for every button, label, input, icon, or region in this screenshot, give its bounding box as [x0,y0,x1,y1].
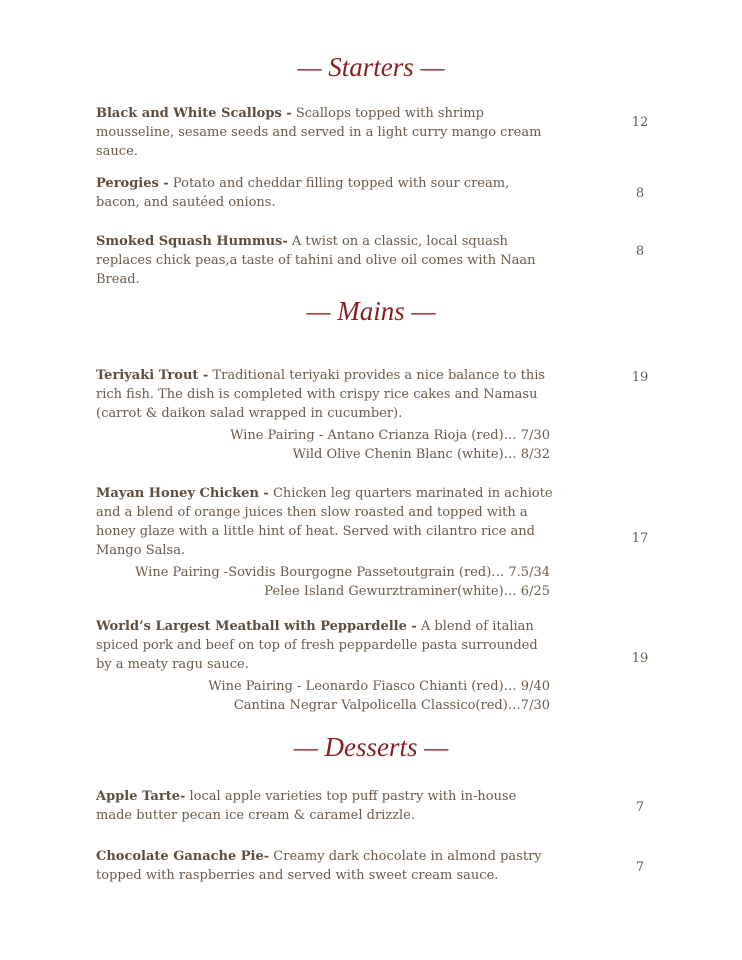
wine-pairing-1: Wine Pairing - Leonardo Fiasco Chianti (red)… 9/40 [208,679,550,694]
item-price: 8 [635,244,645,259]
menu-item-mayan-honey-chicken [96,484,556,601]
item-price: 19 [631,651,649,666]
item-description: Black and White Scallops - Scallops topped with shrimp mousseline, sesame seeds and served in a light curry mango cream sauce. [96,106,542,159]
item-name: Smoked Squash Hummus- [96,234,288,249]
menu-item-black-white-scallops [96,104,556,161]
item-name: Black and White Scallops - [96,106,292,121]
item-price: 7 [635,800,645,815]
item-description: Perogies - Potato and cheddar filling topped with sour cream, bacon, and sautéed onions. [96,176,510,210]
item-description: World’s Largest Meatball with Peppardelle - A blend of italian spiced pork and beef on top of fresh peppardelle pasta surrounded by a meaty ragu sauce. [96,619,538,672]
item-name: Mayan Honey Chicken - [96,486,269,501]
item-name: World’s Largest Meatball with Peppardelle - [96,619,417,634]
item-description: Teriyaki Trout - Traditional teriyaki provides a nice balance to this rich fish. The dish is completed with crispy rice cakes and Namasu (carrot & daikon salad wrapped in cucumber). [96,368,546,421]
item-price: 19 [631,370,649,385]
item-name: Teriyaki Trout - [96,368,209,383]
item-description: Chocolate Ganache Pie- Creamy dark chocolate in almond pastry topped with raspberries and served with sweet cream sauce. [96,849,542,883]
item-price: 7 [635,860,645,875]
section-title-starters: — Starters — [297,52,445,82]
item-price: 8 [635,186,645,201]
item-name: Perogies - [96,176,169,191]
menu-item-worlds-largest-meatball [96,617,556,715]
item-description: Smoked Squash Hummus- A twist on a classic, local squash replaces chick peas,a taste of tahini and olive oil comes with Naan Bread. [96,234,536,287]
item-name: Chocolate Ganache Pie- [96,849,270,864]
section-title-mains: — Mains — [306,296,436,326]
menu-item-perogies [96,174,556,212]
item-price: 17 [631,531,649,546]
menu-item-smoked-squash-hummus [96,232,556,289]
wine-pairing-1: Wine Pairing - Antano Crianza Rioja (red)… 7/30 [230,428,550,443]
menu-item-teriyaki-trout [96,366,556,464]
wine-pairing-2: Wild Olive Chenin Blanc (white)… 8/32 [292,447,550,462]
wine-pairing-2: Pelee Island Gewurztraminer(white)… 6/25 [264,584,550,599]
item-name: Apple Tarte- [96,789,186,804]
wine-pairing-1: Wine Pairing -Sovidis Bourgogne Passetoutgrain (red)… 7.5/34 [135,565,550,580]
item-description: Apple Tarte- local apple varieties top puff pastry with in-house made butter pecan ice cream & caramel drizzle. [96,789,517,823]
menu-item-apple-tarte [96,787,556,825]
item-price: 12 [631,115,649,130]
wine-pairing-2: Cantina Negrar Valpolicella Classico(red)…7/30 [233,698,550,713]
item-description: Mayan Honey Chicken - Chicken leg quarters marinated in achiote and a blend of orange juices then slow roasted and topped with a honey glaze with a little hint of heat. Served with cilantro rice and Mango Salsa. [96,486,553,558]
menu-item-chocolate-ganache-pie [96,847,556,885]
section-title-desserts: — Desserts — [293,732,449,762]
